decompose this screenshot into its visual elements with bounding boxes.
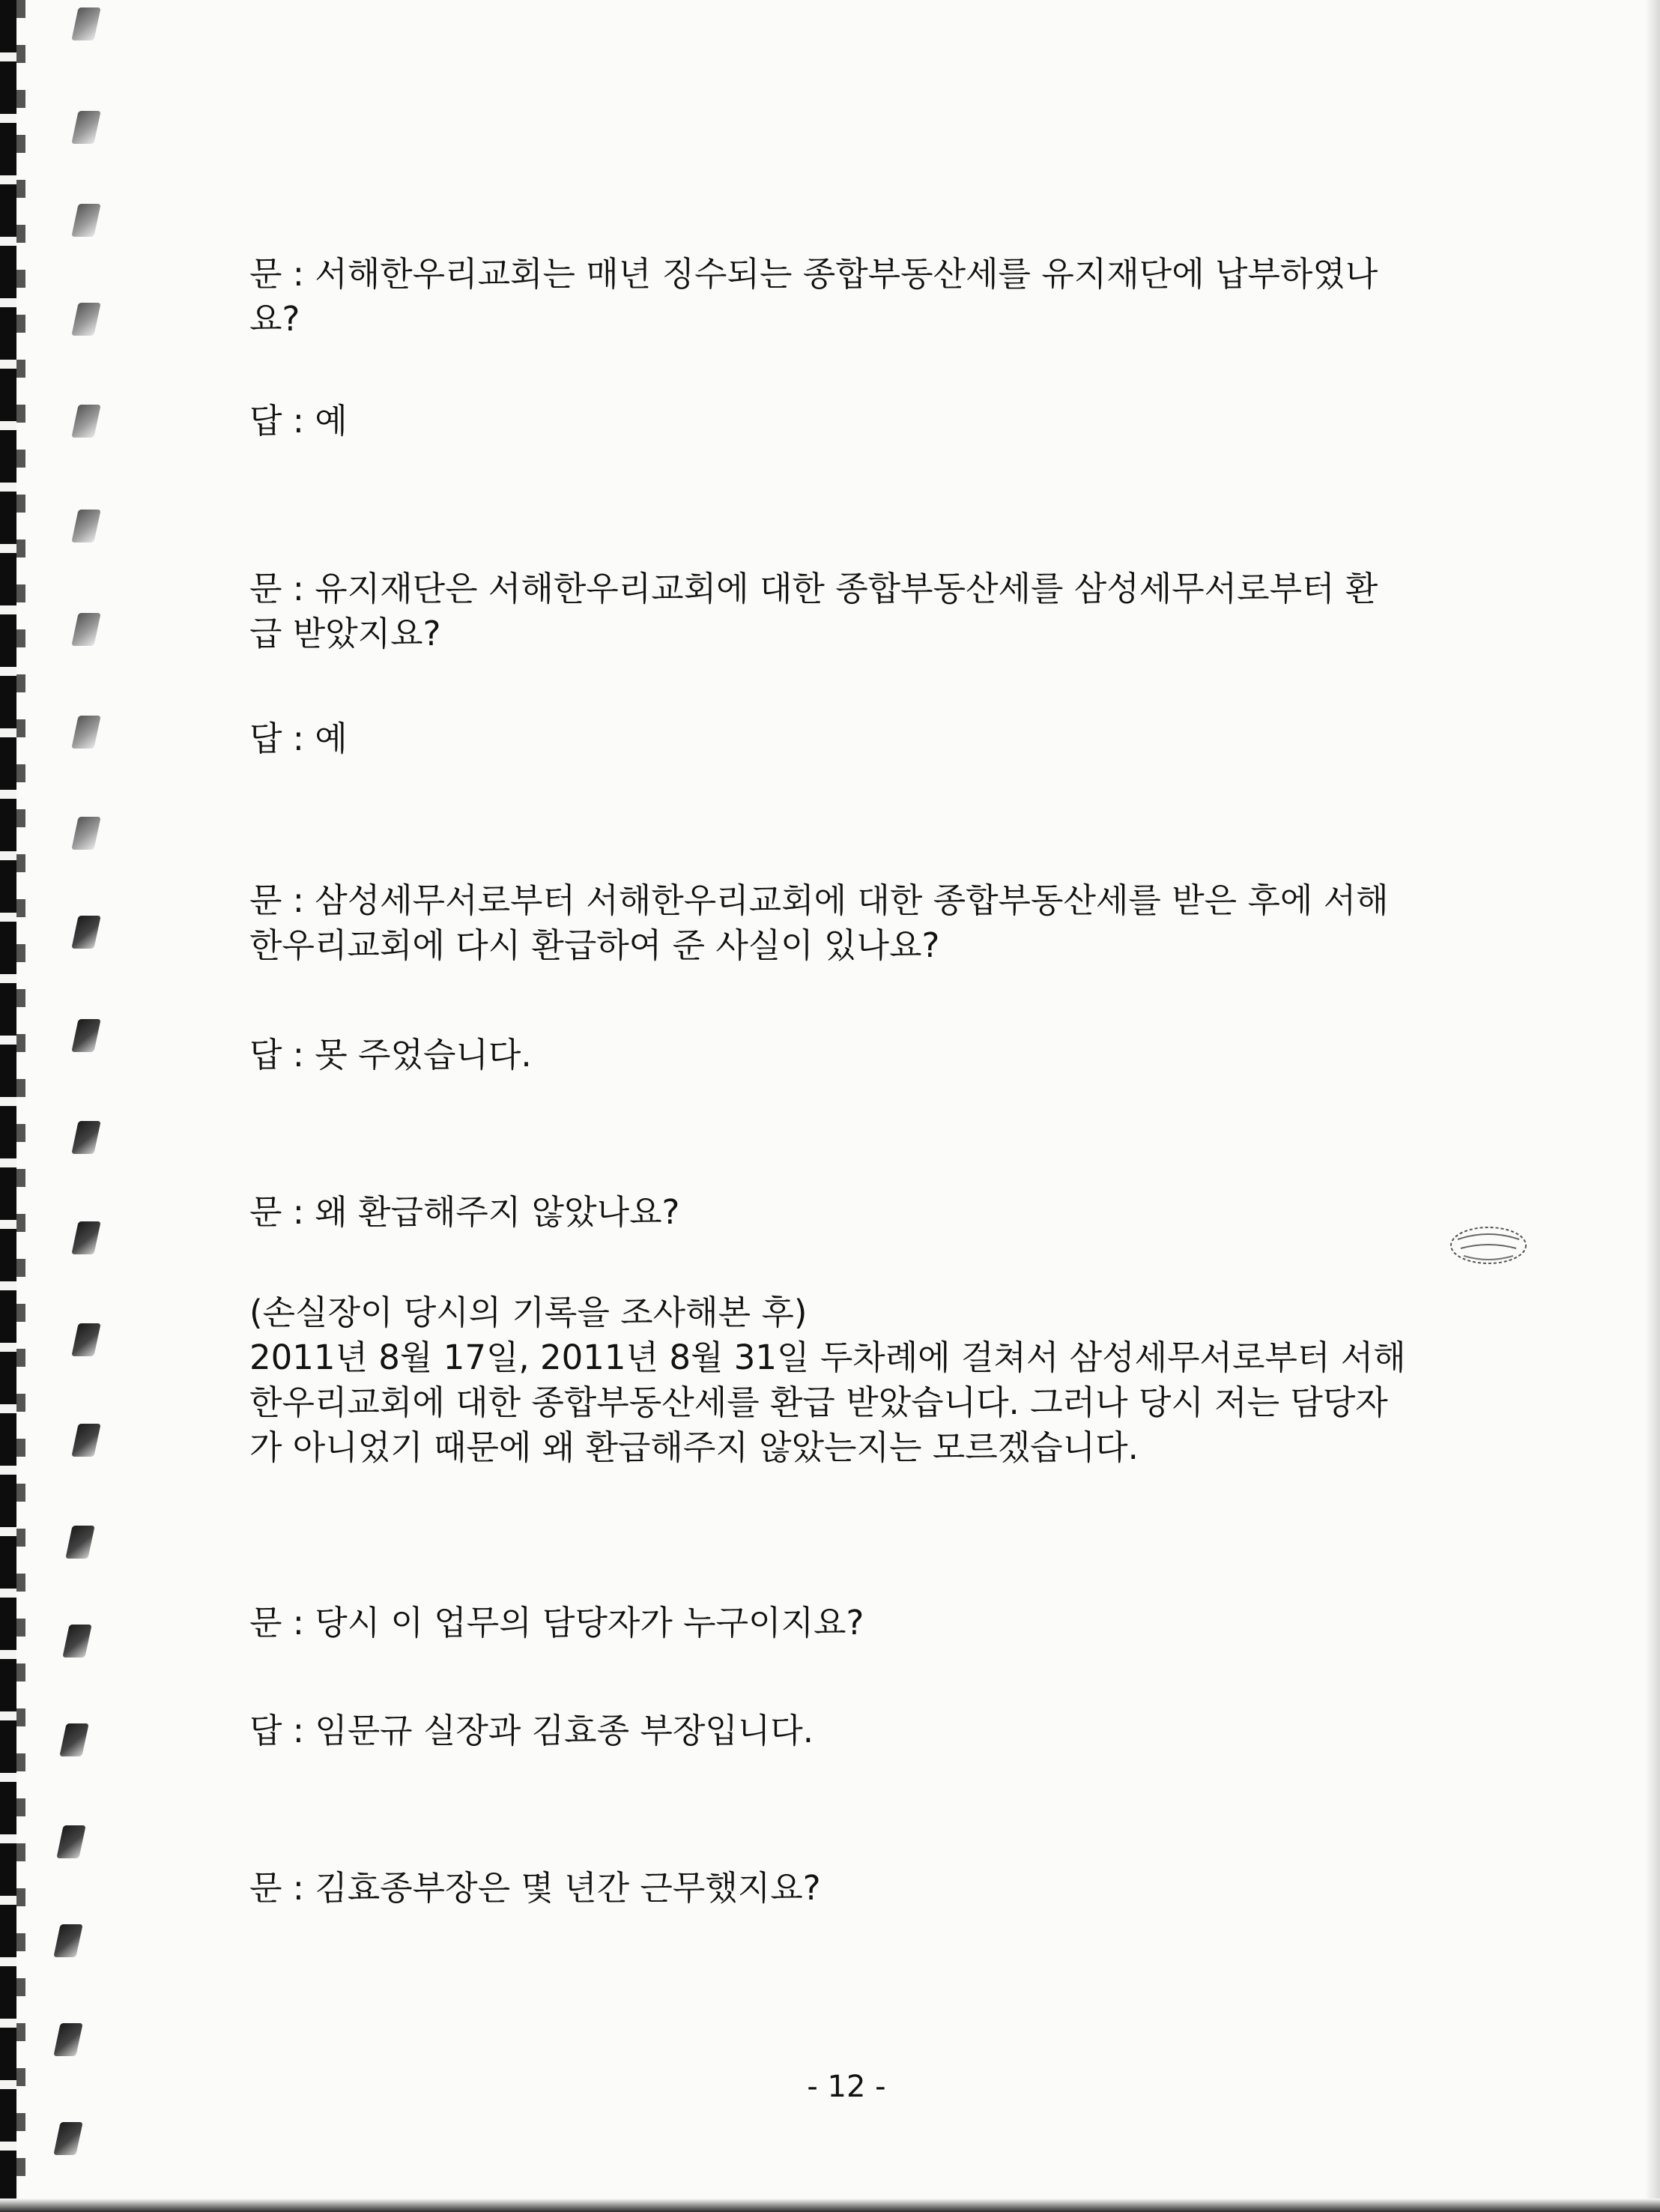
text-line: 문 : 서해한우리교회는 매년 징수되는 종합부동산세를 유지재단에 납부하였나 <box>249 254 1378 294</box>
binding-ring <box>53 1924 82 1957</box>
text-line: 문 : 유지재단은 서해한우리교회에 대한 종합부동산세를 삼성세무서로부터 환 <box>249 569 1378 608</box>
answer-block <box>249 1290 1433 1470</box>
binding-ring <box>71 1019 100 1052</box>
page-edge-shadow <box>1645 0 1660 2212</box>
text-line: 답 : 예 <box>249 401 348 441</box>
binding-ring <box>71 613 100 646</box>
question-block <box>249 1866 1433 1911</box>
text-line: 답 : 예 <box>249 719 348 758</box>
binding-ring <box>71 1424 100 1457</box>
text-line: 한우리교회에 대한 종합부동산세를 환급 받았습니다. 그러나 당시 저는 담당자 <box>249 1382 1388 1422</box>
question-block <box>249 878 1433 968</box>
binding-ring <box>71 111 100 144</box>
binding-ring <box>53 2023 82 2056</box>
binding-ring <box>71 204 100 237</box>
binding-holes <box>16 0 25 2212</box>
text-line: 답 : 못 주었습니다. <box>249 1035 532 1075</box>
text-line: 답 : 임문규 실장과 김효종 부장입니다. <box>249 1711 814 1750</box>
answer-block <box>249 716 1433 761</box>
text-line: 요? <box>249 299 300 339</box>
text-line: 가 아니었기 때문에 왜 환급해주지 않았는지는 모르겠습니다. <box>249 1427 1139 1467</box>
answer-block <box>249 1708 1433 1753</box>
text-line: 문 : 왜 환급해주지 않았나요? <box>249 1192 680 1232</box>
binding-ring <box>71 405 100 438</box>
binding-ring <box>71 303 100 336</box>
spiral-binding <box>0 0 127 2212</box>
binding-edge <box>0 0 16 2212</box>
question-block <box>249 1190 1433 1235</box>
text-line: 문 : 당시 이 업무의 담당자가 누구이지요? <box>249 1603 864 1643</box>
text-line: 문 : 김효종부장은 몇 년간 근무했지요? <box>249 1868 821 1908</box>
seal-stamp <box>1447 1223 1530 1268</box>
text-line: (손실장이 당시의 기록을 조사해본 후) <box>249 1293 808 1332</box>
binding-ring <box>71 7 100 40</box>
binding-ring <box>62 1625 91 1658</box>
answer-block <box>249 399 1433 444</box>
text-line: 2011년 8월 17일, 2011년 8월 31일 두차례에 걸쳐서 삼성세무서로부터 서해 <box>249 1338 1406 1377</box>
binding-ring <box>71 817 100 850</box>
binding-ring <box>65 1526 94 1559</box>
question-block <box>249 566 1433 656</box>
text-line: 문 : 삼성세무서로부터 서해한우리교회에 대한 종합부동산세를 받은 후에 서해 <box>249 880 1389 920</box>
question-block <box>249 252 1433 342</box>
binding-ring <box>71 510 100 543</box>
binding-ring <box>71 1121 100 1154</box>
answer-block <box>249 1033 1433 1078</box>
binding-ring <box>71 716 100 749</box>
text-line: 한우리교회에 다시 환급하여 준 사실이 있나요? <box>249 925 940 965</box>
page-bottom-shadow <box>0 2199 1660 2212</box>
text-line: 급 받았지요? <box>249 614 441 653</box>
page-number: - 12 - <box>807 2070 886 2104</box>
interrogation-transcript <box>249 0 1433 2212</box>
binding-ring <box>71 1323 100 1356</box>
binding-ring <box>59 1723 88 1756</box>
binding-ring <box>71 916 100 949</box>
binding-ring <box>53 2122 82 2155</box>
question-block <box>249 1601 1433 1646</box>
binding-ring <box>71 1221 100 1254</box>
binding-ring <box>56 1825 85 1858</box>
